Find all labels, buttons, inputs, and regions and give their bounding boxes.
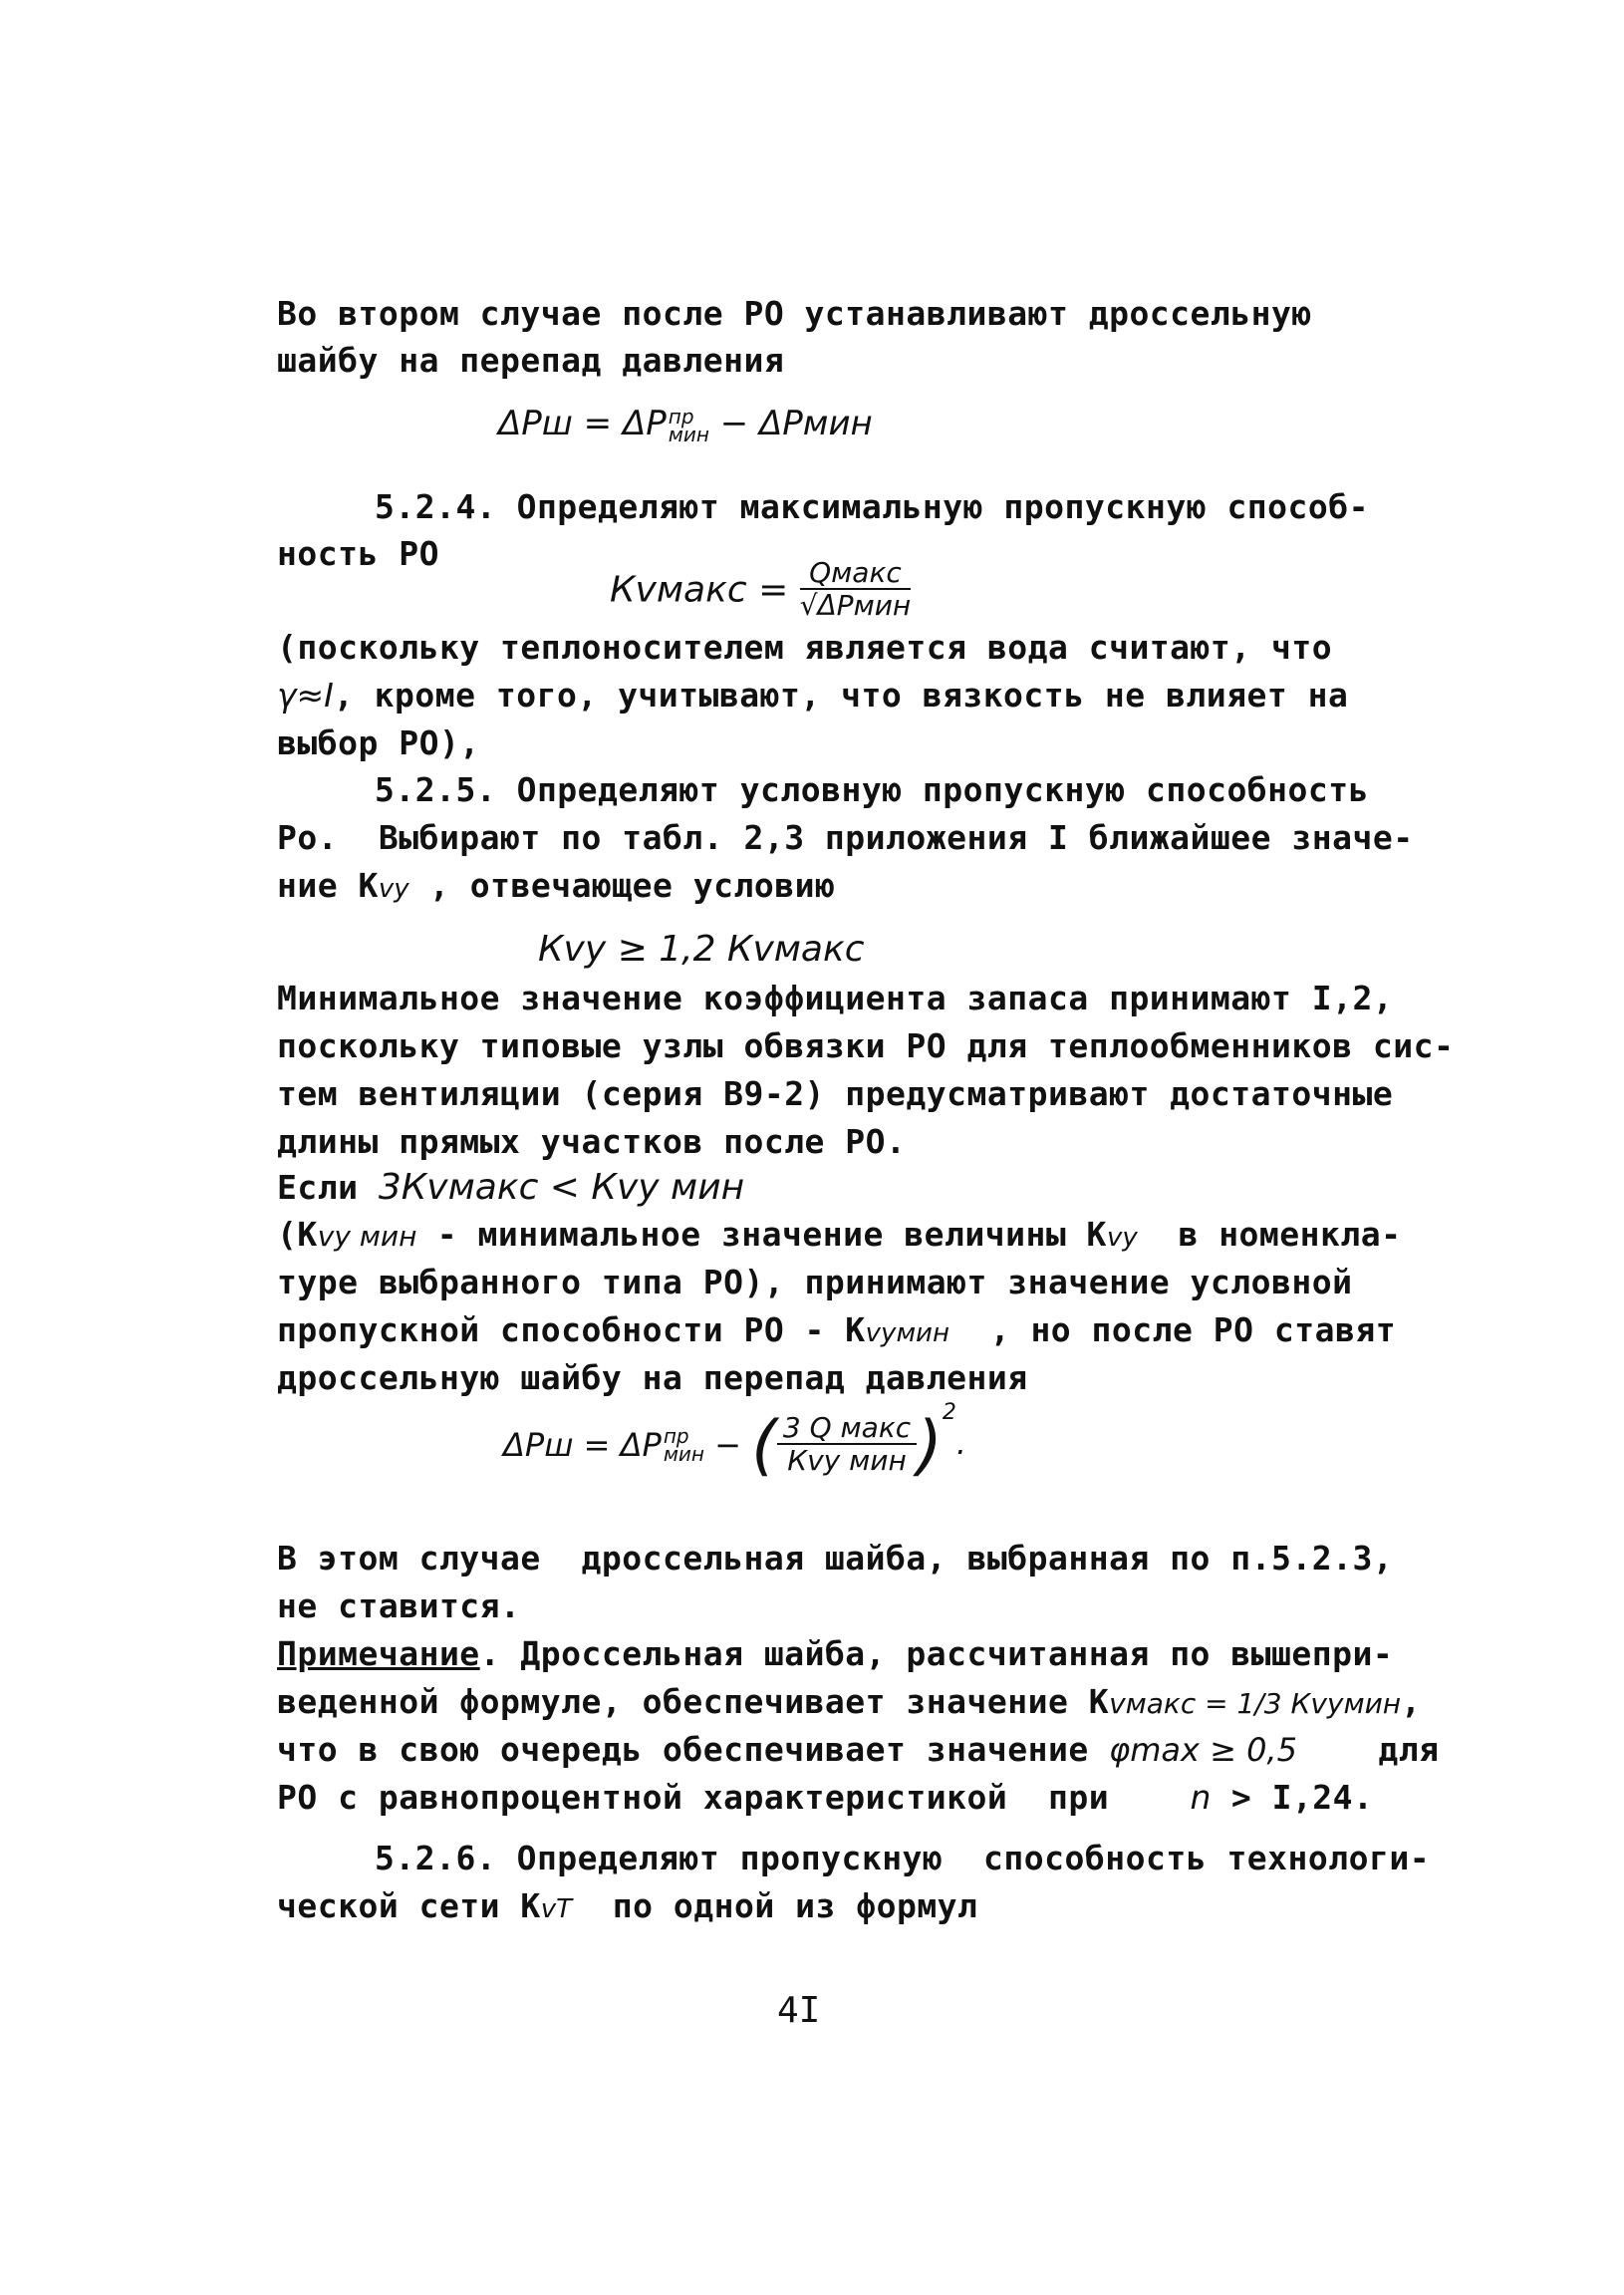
note-line — [277, 1634, 1393, 1674]
text-span: , — [1401, 1682, 1422, 1721]
text-span: Если — [277, 1168, 379, 1207]
text-line: длины прямых участков после РО. — [277, 1122, 907, 1161]
text-line — [277, 1310, 1396, 1353]
formula-paren-open: ( — [751, 1406, 777, 1484]
formula-denominator: Кvy мин — [787, 1444, 907, 1477]
section-5-2-6-line: 5.2.6. Определяют пропускную способность технологи- — [375, 1839, 1431, 1877]
text-line — [277, 1682, 1421, 1724]
text-span: веденной формуле, обеспечивает значение К — [277, 1682, 1110, 1721]
formula-equals: = — [573, 1426, 621, 1464]
text-line: Во втором случае после РО устанавливают дроссельную — [277, 294, 1312, 333]
text-line: ность РО — [277, 534, 439, 573]
formula-term: ΔP — [622, 404, 667, 443]
inline-formula: vмакс = 1/3 Кvyмин — [1109, 1687, 1402, 1720]
text-line: шайбу на перепад давления — [277, 341, 785, 380]
subscript-vy-min: vy мин — [317, 1220, 417, 1253]
text-span: - минимальное значение величины К — [416, 1215, 1107, 1254]
formula-minus: − — [708, 404, 760, 443]
text-line: дроссельную шайбу на перепад давления — [277, 1358, 1028, 1397]
formula-condition: Кvy ≥ 1,2 Кvмакс — [538, 929, 865, 970]
text-line — [277, 1215, 1402, 1258]
text-line: не ставится. — [277, 1586, 521, 1625]
text-line — [277, 1886, 977, 1929]
formula-term: ΔP — [620, 1426, 662, 1464]
formula-superscript: пр — [663, 1424, 689, 1448]
formula-equals: = — [572, 404, 623, 443]
formula-term: ΔPмин — [759, 404, 873, 443]
formula-throttle-pressure-drop — [498, 404, 873, 446]
text-span: по одной из формул — [572, 1886, 978, 1925]
formula-fraction — [800, 558, 912, 622]
text-line — [277, 676, 1348, 716]
text-line: выбор РО), — [277, 723, 480, 762]
text-span: в номенкла- — [1137, 1215, 1402, 1254]
text-span: ние К — [277, 866, 379, 905]
text-span: пропускной способности РО - К — [277, 1310, 866, 1349]
text-span: , отвечающее условию — [408, 866, 836, 905]
section-5-2-5-line: 5.2.5. Определяют условную пропускную способность — [375, 770, 1370, 809]
text-span: (К — [277, 1215, 318, 1254]
formula-end: . — [955, 1424, 967, 1462]
formula-lhs: ΔPш — [498, 404, 573, 443]
text-line: тем вентиляции (серия В9-2) предусматривают достаточные — [277, 1074, 1394, 1113]
subscript-vy-min: vyмин — [865, 1318, 949, 1348]
formula-superscript: пр — [668, 404, 694, 429]
text-line — [277, 1168, 744, 1208]
text-line: поскольку типовые узлы обвязки РО для теплообменников сис- — [277, 1026, 1455, 1065]
text-span: РО с равнопроцентной характеристикой при — [277, 1778, 1191, 1817]
subscript-vy: vy — [378, 874, 409, 904]
text-span: что в свою очередь обеспечивает значение — [277, 1730, 1110, 1769]
subscript-vt: vT — [540, 1894, 573, 1924]
text-span: , но после РО ставят — [948, 1310, 1397, 1349]
formula-lhs: Кvмакс — [610, 569, 747, 611]
formula-fraction — [777, 1413, 917, 1477]
formula-equals: = — [746, 569, 800, 611]
text-line — [277, 866, 835, 909]
text-line: В этом случае дроссельная шайба, выбранная по п.5.2.3, — [277, 1539, 1394, 1578]
text-line: Минимальное значение коэффициента запаса принимают I,2, — [277, 979, 1394, 1017]
inline-formula: φmax ≥ 0,5 — [1109, 1731, 1297, 1769]
formula-throttle-pressure-drop-2 — [503, 1400, 966, 1484]
text-line: (поскольку теплоносителем является вода считают, что — [277, 628, 1333, 667]
text-span: , кроме того, учитывают, что вязкость не влияет на — [333, 676, 1349, 715]
note-label: Примечание — [277, 1634, 480, 1673]
formula-lhs: ΔPш — [503, 1426, 574, 1464]
subscript-vy: vy — [1106, 1223, 1138, 1253]
text-line — [277, 1778, 1373, 1818]
inline-formula: 3Кvмакс < Кvy мин — [378, 1167, 745, 1208]
formula-minus: − — [703, 1426, 752, 1464]
page-number: 4I — [777, 1990, 821, 2031]
formula-denominator: √ΔPмин — [799, 589, 912, 622]
formula-numerator: Qмакс — [800, 558, 912, 590]
text-span: ческой сети К — [277, 1886, 541, 1925]
section-5-2-4-line: 5.2.4. Определяют максимальную пропускную способ- — [375, 487, 1370, 526]
text-line: Ро. Выбирают по табл. 2,3 приложения I ближайшее значе- — [277, 818, 1414, 857]
text-span: . Дроссельная шайба, рассчитанная по вышепри- — [479, 1634, 1394, 1673]
text-line — [277, 1730, 1440, 1770]
text-span: для — [1296, 1730, 1440, 1769]
formula-paren-close: ) — [917, 1406, 943, 1484]
formula-subscript: мин — [668, 422, 709, 446]
text-span: > I,24. — [1211, 1778, 1374, 1817]
gamma-expression: γ≈I — [277, 676, 334, 715]
formula-subscript: мин — [663, 1442, 704, 1466]
formula-power: 2 — [942, 1400, 956, 1425]
inline-symbol: n — [1190, 1778, 1212, 1817]
formula-max-capacity — [610, 558, 911, 622]
text-line: туре выбранного типа РО), принимают значение условной — [277, 1263, 1353, 1301]
formula-numerator: 3 Q макс — [777, 1413, 917, 1445]
